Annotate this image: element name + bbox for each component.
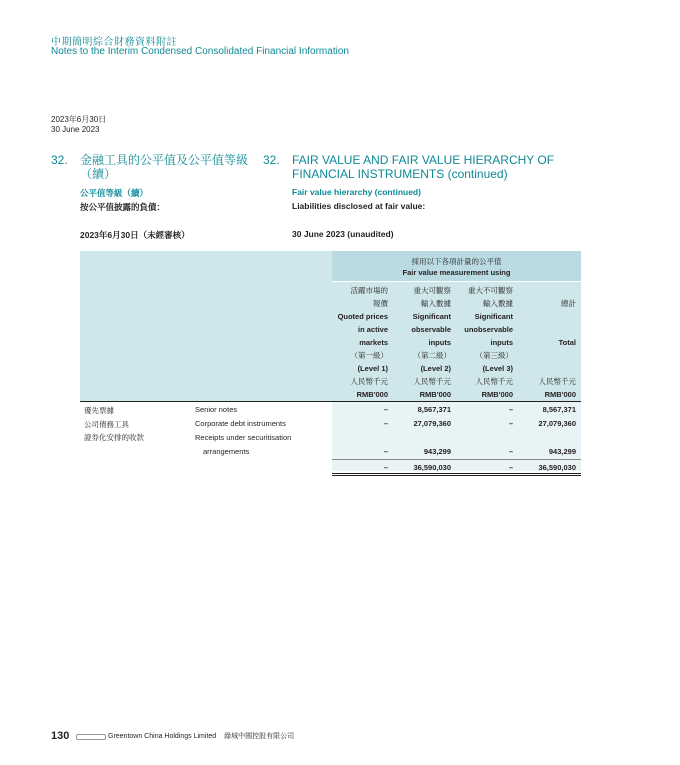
subtitle2-en: Liabilities disclosed at fair value: bbox=[292, 201, 426, 211]
footer-decoration bbox=[76, 734, 106, 740]
table-cell: – bbox=[383, 447, 388, 456]
period-zh: 2023年6月30日 bbox=[51, 115, 107, 124]
total-rule-2 bbox=[332, 475, 581, 476]
footer-company-zh: 綠城中國控股有限公司 bbox=[224, 733, 295, 740]
table-cell: – bbox=[508, 419, 513, 428]
header-title-zh: 中期簡明綜合財務資料附註 bbox=[51, 37, 177, 48]
period-en: 30 June 2023 bbox=[51, 125, 100, 134]
column-header-total-unit: 人民幣千元 RMB'000 bbox=[538, 377, 576, 399]
row-receipts-en-1: Receipts under securitisation bbox=[195, 433, 292, 442]
total-cell: 36,590,030 bbox=[413, 463, 451, 472]
row-senior-notes-zh: 優先票據 bbox=[84, 406, 114, 415]
footer-company bbox=[108, 731, 294, 741]
table-cell: – bbox=[508, 447, 513, 456]
row-receipts-zh: 證券化安排的收款 bbox=[84, 433, 144, 442]
table-cell: 27,079,360 bbox=[538, 419, 576, 428]
table-cell: 943,299 bbox=[423, 447, 451, 456]
subtitle-en: Fair value hierarchy (continued) bbox=[292, 187, 421, 197]
subtitle-zh: 公平值等級（續） bbox=[80, 188, 149, 198]
table-cell: 8,567,371 bbox=[417, 405, 451, 414]
row-corporate-debt-zh: 公司債務工具 bbox=[84, 420, 129, 429]
table-cell: 27,079,360 bbox=[413, 419, 451, 428]
row-receipts-en-2: arrangements bbox=[203, 447, 250, 456]
total-cell: – bbox=[383, 463, 388, 472]
column-header-total-en: Total bbox=[558, 338, 576, 347]
row-corporate-debt-en: Corporate debt instruments bbox=[195, 419, 286, 428]
header-rule bbox=[80, 401, 581, 402]
subtitle2-zh: 按公平值披露的負債： bbox=[80, 202, 166, 212]
section-number-en: 32. bbox=[263, 153, 280, 167]
table-cell: 943,299 bbox=[548, 447, 576, 456]
table-date-zh: 2023年6月30日（未經審核） bbox=[80, 230, 190, 240]
column-header-total: 總計 bbox=[561, 299, 576, 308]
subtotal-rule bbox=[332, 459, 581, 460]
group-header-divider bbox=[332, 281, 581, 282]
table-cell: 8,567,371 bbox=[542, 405, 576, 414]
column-header-level1: 活躍市場的 報價 Quoted prices in active markets （第一級） (Level 1) 人民幣千元 RMB'000 bbox=[337, 286, 388, 399]
page-number: 130 bbox=[51, 730, 70, 742]
table-cell: – bbox=[383, 405, 388, 414]
total-cell: 36,590,030 bbox=[538, 463, 576, 472]
row-senior-notes-en: Senior notes bbox=[195, 405, 238, 414]
section-title-zh-1: 金融工具的公平值及公平值等級 bbox=[80, 153, 249, 167]
section-number-zh: 32. bbox=[51, 153, 68, 167]
column-header-level2: 重大可觀察 輸入數據 Significant observable inputs （第二級） (Level 2) 人民幣千元 RMB'000 bbox=[411, 286, 451, 399]
section-title-en-2: FINANCIAL INSTRUMENTS (continued) bbox=[292, 167, 508, 181]
header-title-en: Notes to the Interim Condensed Consolidated Financial Information bbox=[51, 46, 349, 57]
section-title-en-1: FAIR VALUE AND FAIR VALUE HIERARCHY OF bbox=[292, 153, 555, 167]
footer-company-en: Greentown China Holdings Limited bbox=[108, 733, 217, 740]
table-cell: – bbox=[508, 405, 513, 414]
column-header-level3: 重大不可觀察 輸入數據 Significant unobservable inputs （第三級） (Level 3) 人民幣千元 RMB'000 bbox=[464, 286, 513, 399]
section-title-zh-2: （續） bbox=[80, 167, 117, 181]
total-cell: – bbox=[508, 463, 513, 472]
table-date-en: 30 June 2023 (unaudited) bbox=[292, 229, 394, 239]
table-cell: – bbox=[383, 419, 388, 428]
group-header-zh: 採用以下各項計量的公平值 bbox=[411, 257, 502, 266]
total-rule-1 bbox=[332, 473, 581, 474]
group-header-en: Fair value measurement using bbox=[402, 268, 511, 277]
